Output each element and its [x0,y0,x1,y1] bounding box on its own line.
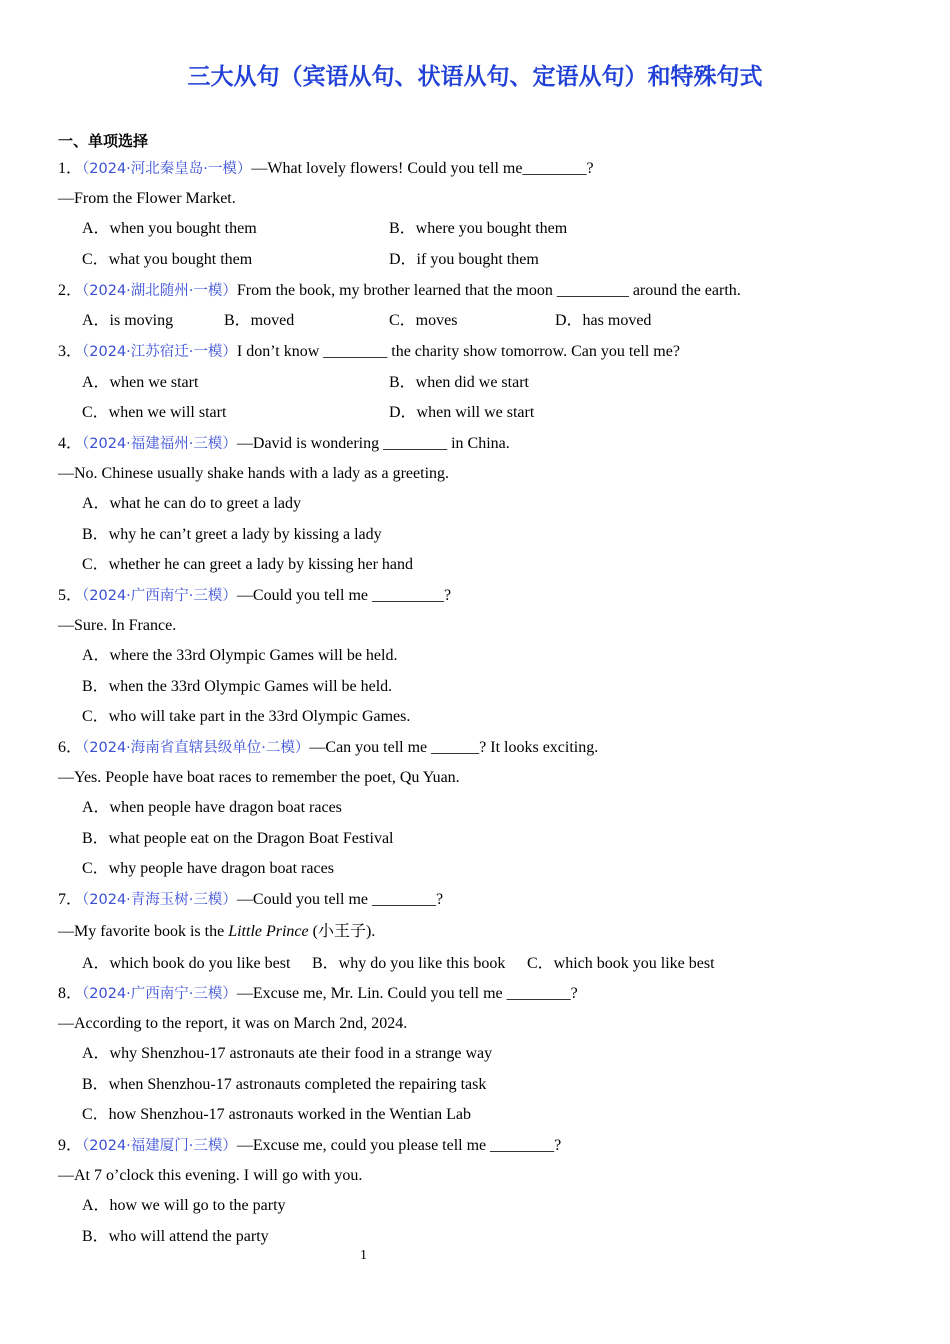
question-5 [58,585,451,607]
question-source: （2024·青海玉树·三模） [82,892,237,908]
page-number: 1 [360,1248,367,1263]
question-reply [58,921,375,943]
question-stem: I don’t know ________ the charity show tomorrow. Can you tell me? [236,343,680,360]
option-d: D．has moved [555,312,652,329]
page-title: 三大从句（宾语从句、状语从句、定语从句）和特殊句式 [187,64,763,90]
option-c: C．when we will start [82,404,227,421]
option-c: C．what you bought them [82,251,253,268]
reply-text: —My favorite book is the [58,923,229,940]
option-a: A．what he can do to greet a lady [82,495,302,512]
option-d: D．if you bought them [389,251,539,268]
question-7 [58,889,443,911]
question-reply: —Sure. In France. [58,617,177,634]
option-a: A．how we will go to the party [82,1197,286,1214]
option-b: B．when did we start [389,374,529,391]
question-reply: —According to the report, it was on March 2nd, 2024. [58,1015,408,1032]
question-stem: From the book, my brother learned that the moon _________ around the earth. [236,282,741,299]
question-number: 4． [58,435,83,452]
option-a: A．which book do you like best [82,955,291,972]
reply-text: (小王子). [308,923,376,940]
question-stem: —What lovely flowers! Could you tell me________? [251,160,594,177]
question-reply: —No. Chinese usually shake hands with a lady as a greeting. [58,465,450,482]
question-source: （2024·福建厦门·三模） [82,1138,237,1154]
question-number: 3． [58,343,83,360]
option-a: A．when people have dragon boat races [82,799,342,816]
question-source: （2024·福建福州·三模） [82,436,237,452]
section-heading: 一、单项选择 [58,132,149,150]
question-4 [58,433,510,455]
question-number: 5． [58,587,83,604]
question-number: 1． [58,160,83,177]
option-b: B．when Shenzhou-17 astronauts completed the repairing task [82,1076,487,1093]
question-source: （2024·湖北随州·一模） [82,283,237,299]
question-number: 2． [58,282,83,299]
option-a: A．when you bought them [82,220,257,237]
question-3 [58,341,680,363]
option-a: A．why Shenzhou-17 astronauts ate their food in a strange way [82,1045,493,1062]
question-source: （2024·海南省直辖县级单位·二模） [82,740,310,756]
question-1 [58,158,594,180]
question-number: 7． [58,891,83,908]
question-stem: —Could you tell me _________? [236,587,452,604]
option-a: A．where the 33rd Olympic Games will be held. [82,647,398,664]
question-source: （2024·河北秦皇岛·一模） [82,161,252,177]
option-c: C．moves [389,312,458,329]
question-8 [58,983,578,1005]
option-c: C．which book you like best [527,955,715,972]
option-b: B．moved [224,312,295,329]
option-b: B．when the 33rd Olympic Games will be held. [82,678,393,695]
option-c: C．why people have dragon boat races [82,860,334,877]
question-source: （2024·江苏宿迁·一模） [82,344,237,360]
question-reply: —At 7 o’clock this evening. I will go with you. [58,1167,363,1184]
option-b: B．what people eat on the Dragon Boat Festival [82,830,394,847]
option-a: A．is moving [82,312,174,329]
question-9 [58,1135,561,1157]
option-c: C．who will take part in the 33rd Olympic Games. [82,708,411,725]
option-c: C．whether he can greet a lady by kissing her hand [82,556,414,573]
question-source: （2024·广西南宁·三模） [82,588,237,604]
option-b: B．who will attend the party [82,1228,269,1245]
option-c: C．how Shenzhou-17 astronauts worked in the Wentian Lab [82,1106,472,1123]
question-number: 9． [58,1137,83,1154]
question-stem: —Could you tell me ________? [236,891,444,908]
question-stem: —David is wondering ________ in China. [236,435,510,452]
question-2 [58,280,741,302]
question-source: （2024·广西南宁·三模） [82,986,237,1002]
question-number: 8． [58,985,83,1002]
option-b: B．why he can’t greet a lady by kissing a lady [82,526,382,543]
question-stem: —Excuse me, Mr. Lin. Could you tell me ________? [236,985,578,1002]
question-reply: —From the Flower Market. [58,190,236,207]
option-a: A．when we start [82,374,199,391]
option-b: B．where you bought them [389,220,568,237]
question-stem: —Can you tell me ______? It looks exciting. [309,739,599,756]
question-number: 6． [58,739,83,756]
option-b: B．why do you like this book [312,955,506,972]
question-6 [58,737,598,759]
option-d: D．when will we start [389,404,535,421]
book-title: Little Prince [228,923,309,940]
question-stem: —Excuse me, could you please tell me ________? [236,1137,562,1154]
question-reply: —Yes. People have boat races to remember the poet, Qu Yuan. [58,769,460,786]
